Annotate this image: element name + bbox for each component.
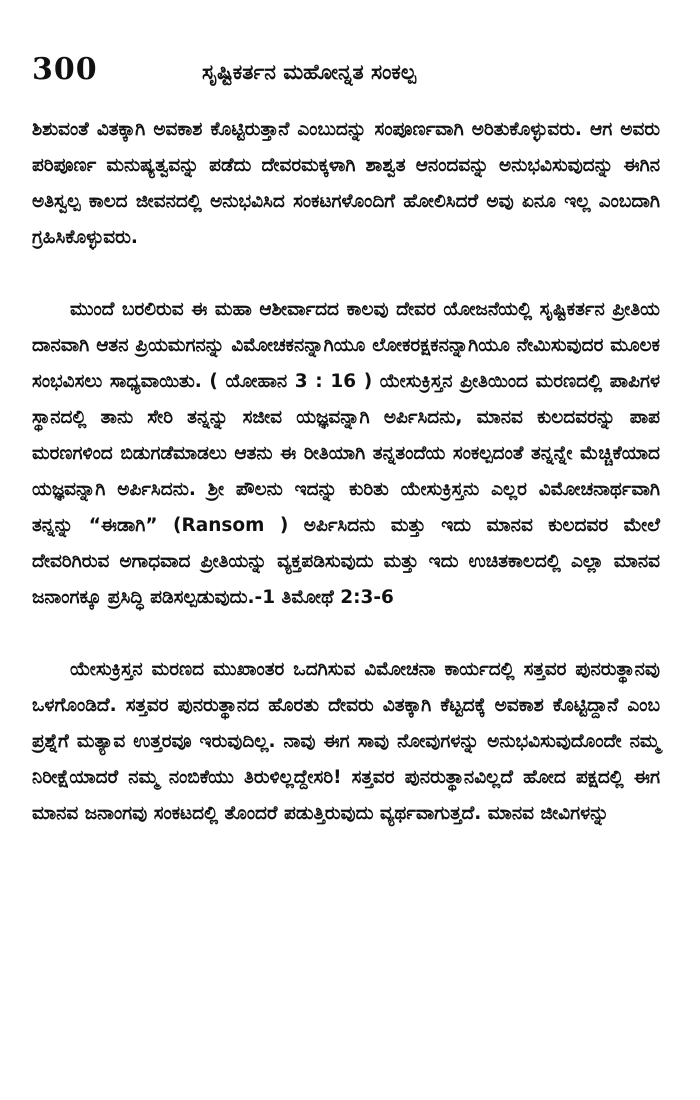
running-title: ಸೃಷ್ಟಿಕರ್ತನ ಮಹೋನ್ನತ ಸಂಕಲ್ಪ: [202, 60, 417, 84]
paragraph-1: ಶಿಶುವಂತೆ ವಿತಕ್ಕಾಗಿ ಅವಕಾಶ ಕೊಟ್ಟಿರುತ್ತಾನೆ ಎಂಬುದನ್ನು ಸಂಪೂರ್ಣವಾಗಿ ಅರಿತುಕೊಳ್ಳುವರು. ಆಗ ಅವರು ಪರಿಪೂರ್ಣ ಮನುಷ್ಯತ್ವವನ್ನು ಪಡೆದು ದೇವರಮಕ್ಕಳಾಗಿ ಶಾಶ್ವತ ಆನಂದವನ್ನು ಅನುಭವಿಸುವುದನ್ನು ಈಗಿನ ಅತಿಸ್ವಲ್ಪ ಕಾಲದ ಜೀವನದಲ್ಲಿ ಅನುಭವಿಸಿದ ಸಂಕಟಗಳೊಂದಿಗೆ ಹೋಲಿಸಿದರೆ ಅವು ಏನೂ ಇಲ್ಲ ಎಂಬದಾಗಿ ಗ್ರಹಿಸಿಕೊಳ್ಳುವರು.: [32, 119, 660, 248]
page-header: [32, 52, 660, 98]
paragraph-3: ಯೇಸುಕ್ರಿಸ್ತನ ಮರಣದ ಮುಖಾಂತರ ಒದಗಿಸುವ ವಿಮೋಚನಾ ಕಾರ್ಯದಲ್ಲಿ ಸತ್ತವರ ಪುನರುತ್ಥಾನವು ಒಳಗೊಂಡಿದೆ. ಸತ್ತವರ ಪುನರುತ್ಥಾನದ ಹೊರತು ದೇವರು ವಿತಕ್ಕಾಗಿ ಕೆಟ್ಟದಕ್ಕೆ ಅವಕಾಶ ಕೊಟ್ಟಿದ್ದಾನೆ ಎಂಬ ಪ್ರಶ್ನೆಗೆ ಮತ್ಯಾವ ಉತ್ತರವೂ ಇರುವುದಿಲ್ಲ. ನಾವು ಈಗ ಸಾವು ನೋವುಗಳನ್ನು ಅನುಭವಿಸುವುದೊಂದೇ ನಮ್ಮ ನಿರೀಕ್ಷೆಯಾದರೆ ನಮ್ಮ ನಂಬಿಕೆಯು ತಿರುಳಿಲ್ಲದ್ದೇಸರಿ! ಸತ್ತವರ ಪುನರುತ್ಥಾನವಿಲ್ಲದೆ ಹೋದ ಪಕ್ಷದಲ್ಲಿ ಈಗ ಮಾನವ ಜನಾಂಗವು ಸಂಕಟದಲ್ಲಿ ತೊಂದರೆ ಪಡುತ್ತಿರುವುದು ವ್ಯರ್ಥವಾಗುತ್ತದೆ. ಮಾನವ ಜೀವಿಗಳನ್ನು: [32, 659, 660, 824]
body-text: [32, 112, 660, 832]
paragraph-2: ಮುಂದೆ ಬರಲಿರುವ ಈ ಮಹಾ ಆಶೀರ್ವಾದದ ಕಾಲವು ದೇವರ ಯೋಜನೆಯಲ್ಲಿ ಸೃಷ್ಟಿಕರ್ತನ ಪ್ರೀತಿಯ ದಾನವಾಗಿ ಆತನ ಪ್ರಿಯಮಗನನ್ನು ವಿಮೋಚಕನನ್ನಾಗಿಯೂ ಲೋಕರಕ್ಷಕನನ್ನಾಗಿಯೂ ನೇಮಿಸುವುದರ ಮೂಲಕ ಸಂಭವಿಸಲು ಸಾಧ್ಯವಾಯಿತು. ( ಯೋಹಾನ 3 : 16 ) ಯೇಸುಕ್ರಿಸ್ತನ ಪ್ರೀತಿಯಿಂದ ಮರಣದಲ್ಲಿ ಪಾಪಿಗಳ ಸ್ಥಾನದಲ್ಲಿ ತಾನು ಸೇರಿ ತನ್ನನ್ನು ಸಜೀವ ಯಜ್ಞವನ್ನಾಗಿ ಅರ್ಪಿಸಿದನು, ಮಾನವ ಕುಲದವರನ್ನು ಪಾಪ ಮರಣಗಳಿಂದ ಬಿಡುಗಡೆಮಾಡಲು ಆತನು ಈ ರೀತಿಯಾಗಿ ತನ್ನತಂದೆಯ ಸಂಕಲ್ಪದಂತೆ ತನ್ನನ್ನೇ ಮೆಚ್ಚಿಕೆಯಾದ ಯಜ್ಞವನ್ನಾಗಿ ಅರ್ಪಿಸಿದನು. ಶ್ರೀ ಪೌಲನು ಇದನ್ನು ಕುರಿತು ಯೇಸುಕ್ರಿಸ್ತನು ಎಲ್ಲರ ವಿಮೋಚನಾರ್ಥವಾಗಿ ತನ್ನನ್ನು “ಈಡಾಗಿ” (Ransom ) ಅರ್ಪಿಸಿದನು ಮತ್ತು ಇದು ಮಾನವ ಕುಲದವರ ಮೇಲೆ ದೇವರಿಗಿರುವ ಅಗಾಧವಾದ ಪ್ರೀತಿಯನ್ನು ವ್ಯಕ್ತಪಡಿಸುವುದು ಮತ್ತು ಇದು ಉಚಿತಕಾಲದಲ್ಲಿ ಎಲ್ಲಾ ಮಾನವ ಜನಾಂಗಕ್ಕೂ ಪ್ರಸಿದ್ಧಿ ಪಡಿಸಲ್ಪಡುವುದು.-1 ತಿಮೋಥೆ 2:3-6: [32, 299, 660, 608]
page-number: 300: [32, 52, 98, 87]
